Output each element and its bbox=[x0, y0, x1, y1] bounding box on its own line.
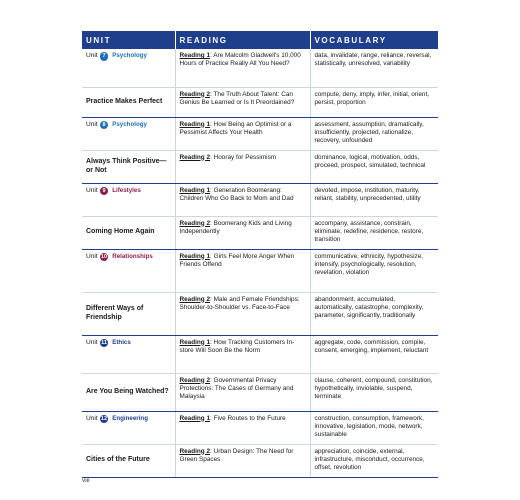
reading-2-title: : Boomerang Kids and Living Independently bbox=[179, 219, 292, 235]
table-body bbox=[82, 49, 438, 477]
reading-2-label: Reading 2 bbox=[179, 90, 211, 98]
unit-title-cell bbox=[82, 444, 175, 477]
unit-topic: Ethics bbox=[112, 338, 131, 346]
vocabulary-2-cell: appreciation, coincide, external, infrastructure, misconduct, occurrence, offset, revolution bbox=[310, 444, 438, 477]
unit-line bbox=[86, 187, 171, 196]
reading-2-label: Reading 2 bbox=[179, 153, 211, 161]
unit-header-cell bbox=[82, 411, 175, 444]
unit-label: Unit bbox=[86, 186, 98, 194]
unit-row-reading-2 bbox=[82, 87, 438, 117]
unit-row-reading-1 bbox=[82, 117, 438, 150]
unit-title: Cities of the Future bbox=[86, 456, 150, 464]
reading-1-title: : Five Routes to the Future bbox=[210, 414, 286, 422]
reading-2-title: : Hooray for Pessimism bbox=[210, 153, 277, 161]
unit-topic: Psychology bbox=[112, 120, 147, 128]
vocabulary-2-cell: accompany, assistance, constrain, eliminate, redefine, residence, restore, transition bbox=[310, 216, 438, 249]
unit-row-reading-1 bbox=[82, 335, 438, 373]
unit-number-badge: 10 bbox=[100, 253, 108, 260]
unit-topic: Psychology bbox=[112, 52, 147, 60]
reading-1-title: : Are Malcolm Gladwell's 10,000 Hours of Practice Really All You Need? bbox=[179, 52, 301, 68]
unit-row-reading-2 bbox=[82, 292, 438, 335]
reading-2-label: Reading 2 bbox=[179, 219, 211, 227]
vocabulary-2-cell: abandonment, accumulated, automatically, catastrophe, complexity, parameter, significantly, traditionally bbox=[310, 292, 438, 335]
reading-1-title: : How Being an Optimist or a Pessimist Affects Your Health bbox=[179, 120, 292, 136]
unit-label: Unit bbox=[86, 414, 98, 422]
unit-title-cell bbox=[82, 373, 175, 411]
unit-header-cell bbox=[82, 335, 175, 373]
reading-1-cell bbox=[175, 335, 310, 373]
unit-title: Always Think Positive—or Not bbox=[86, 158, 167, 174]
reading-2-cell bbox=[175, 444, 310, 477]
page-number: viii bbox=[82, 477, 90, 484]
reading-1-label: Reading 1 bbox=[179, 252, 211, 260]
unit-row-reading-1 bbox=[82, 411, 438, 444]
vocabulary-2-cell: compute, deny, imply, infer, initial, orient, persist, proportion bbox=[310, 87, 438, 117]
unit-row-reading-2 bbox=[82, 373, 438, 411]
unit-line bbox=[86, 415, 171, 424]
reading-2-cell bbox=[175, 87, 310, 117]
unit-line bbox=[86, 121, 171, 130]
vocabulary-1-cell: assessment, assumption, dramatically, insufficiently, projected, rationalize, recovery, unfounded bbox=[310, 117, 438, 150]
reading-2-title: : Male and Female Friendships: Shoulder-to-Shoulder vs. Face-to-Face bbox=[179, 295, 300, 311]
unit-title: Practice Makes Perfect bbox=[86, 97, 163, 105]
reading-1-label: Reading 1 bbox=[179, 52, 211, 59]
unit-title: Are You Being Watched? bbox=[86, 387, 169, 395]
reading-1-cell bbox=[175, 249, 310, 292]
unit-line bbox=[86, 339, 171, 348]
reading-2-label: Reading 2 bbox=[179, 447, 211, 455]
reading-2-label: Reading 2 bbox=[179, 376, 211, 384]
table-header-row bbox=[82, 31, 438, 49]
reading-1-title: : Generation Boomerang: Children Who Go Back to Mom and Dad bbox=[179, 186, 294, 202]
header-reading: READING bbox=[175, 31, 310, 49]
reading-1-cell bbox=[175, 49, 310, 87]
reading-1-cell bbox=[175, 117, 310, 150]
unit-header-cell bbox=[82, 49, 175, 87]
unit-label: Unit bbox=[86, 52, 98, 60]
unit-row-reading-2 bbox=[82, 216, 438, 249]
unit-title: Different Ways of Friendship bbox=[86, 305, 144, 321]
reading-2-title: : Urban Design: The Need for Green Spaces bbox=[179, 447, 294, 463]
reading-2-cell bbox=[175, 150, 310, 183]
reading-1-label: Reading 1 bbox=[179, 120, 211, 128]
unit-topic: Relationships bbox=[112, 252, 153, 260]
vocabulary-2-cell: dominance, logical, motivation, odds, proceed, prospect, simulated, technical bbox=[310, 150, 438, 183]
reading-2-title: : The Truth About Talent: Can Genius Be Learned or Is It Preordained? bbox=[179, 90, 295, 106]
unit-row-reading-2 bbox=[82, 444, 438, 477]
vocabulary-1-cell: aggregate, code, commission, compile, consent, emerging, implement, reluctant bbox=[310, 335, 438, 373]
unit-title-cell bbox=[82, 87, 175, 117]
unit-header-cell bbox=[82, 117, 175, 150]
unit-header-cell bbox=[82, 183, 175, 216]
unit-number-badge: 12 bbox=[100, 415, 108, 422]
reading-1-cell bbox=[175, 411, 310, 444]
vocabulary-1-cell: construction, consumption, framework, innovative, legislation, mode, network, sustainable bbox=[310, 411, 438, 444]
unit-row-reading-1 bbox=[82, 249, 438, 292]
reading-2-cell bbox=[175, 292, 310, 335]
vocabulary-1-cell: devoted, impose, institution, maturity, reliant, stability, unprecedented, utility bbox=[310, 183, 438, 216]
reading-1-label: Reading 1 bbox=[179, 338, 211, 346]
unit-row-reading-2 bbox=[82, 150, 438, 183]
reading-1-title: : How Tracking Customers In-store Will Soon Be the Norm bbox=[179, 338, 295, 354]
reading-1-cell bbox=[175, 183, 310, 216]
unit-label: Unit bbox=[86, 120, 98, 128]
reading-2-title: : Governmental Privacy Protections: The Cases of Germany and Malaysia bbox=[179, 376, 294, 400]
vocabulary-1-cell: communicative, ethnicity, hypothesize, intensify, psychologically, resolution, revelation, violation bbox=[310, 249, 438, 292]
unit-topic: Engineering bbox=[112, 414, 148, 422]
unit-row-reading-1 bbox=[82, 49, 438, 87]
unit-number-badge: 7 bbox=[100, 52, 109, 61]
unit-line bbox=[86, 253, 171, 262]
unit-row-reading-1 bbox=[82, 183, 438, 216]
reading-1-label: Reading 1 bbox=[179, 186, 211, 194]
unit-number-badge: 9 bbox=[100, 187, 109, 196]
unit-number-badge: 8 bbox=[100, 121, 109, 130]
unit-title-cell bbox=[82, 292, 175, 335]
unit-number-badge: 11 bbox=[101, 339, 107, 346]
reading-1-label: Reading 1 bbox=[179, 414, 211, 422]
unit-topic: Lifestyles bbox=[112, 186, 141, 194]
contents-table-wrapper bbox=[82, 31, 438, 478]
contents-table bbox=[82, 31, 438, 478]
unit-label: Unit bbox=[86, 338, 98, 346]
unit-line bbox=[86, 52, 171, 61]
vocabulary-2-cell: clause, coherent, compound, constitution, hypothetically, inviolable, suspend, terminate bbox=[310, 373, 438, 411]
reading-2-cell bbox=[175, 373, 310, 411]
header-vocabulary: VOCABULARY bbox=[310, 31, 438, 49]
reading-2-cell bbox=[175, 216, 310, 249]
reading-1-title: : Girls Feel More Anger When Friends Offend bbox=[179, 252, 295, 268]
unit-header-cell bbox=[82, 249, 175, 292]
header-unit: UNIT bbox=[82, 31, 175, 49]
unit-title-cell bbox=[82, 216, 175, 249]
unit-label: Unit bbox=[86, 252, 98, 260]
unit-title-cell bbox=[82, 150, 175, 183]
reading-2-label: Reading 2 bbox=[179, 295, 211, 303]
unit-title: Coming Home Again bbox=[86, 228, 155, 236]
vocabulary-1-cell: data, invalidate, range, reliance, reversal, statistically, unresolved, variability bbox=[310, 49, 438, 87]
